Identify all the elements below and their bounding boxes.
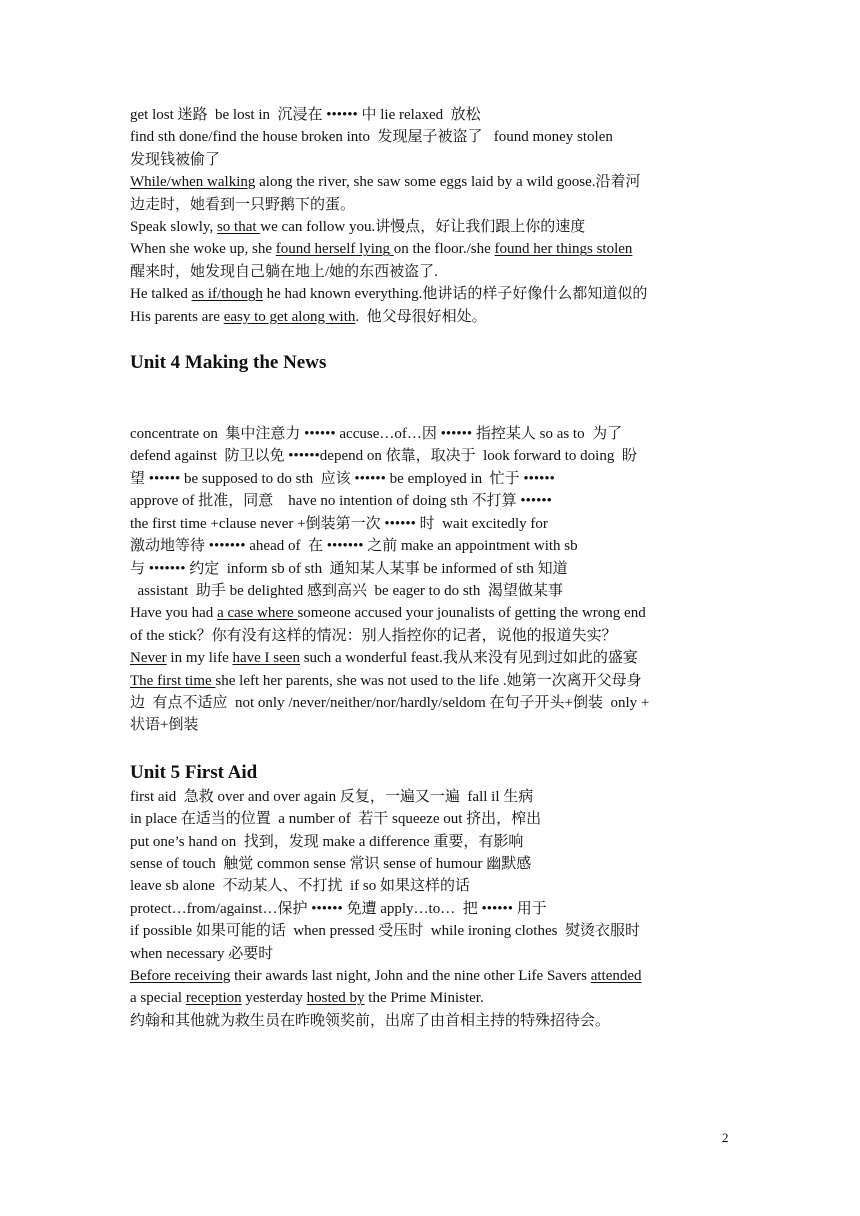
text-segment: of the stick？你有没有这样的情况：别人指控你的记者，说他的报道失实？ xyxy=(130,627,617,644)
page-number: 2 xyxy=(722,1130,729,1145)
text-segment: leave sb alone 不动某人、不打扰 if so 如果这样的话 xyxy=(130,878,470,895)
text-line xyxy=(130,490,734,512)
text-segment: approve of 批准，同意 have no intention of doing sth 不打算 •••••• xyxy=(130,493,552,510)
underlined-phrase: easy to get along with xyxy=(223,308,356,325)
text-segment: 发现钱被偷了 xyxy=(130,151,221,168)
text-segment: 醒来时，她发现自己躺在地上/她的东西被盗了. xyxy=(130,263,438,280)
text-line xyxy=(130,283,734,305)
underlined-phrase: found herself lying xyxy=(275,241,394,258)
text-segment: yesterday xyxy=(241,990,307,1007)
text-line xyxy=(130,468,734,490)
text-segment: When she woke up, she xyxy=(130,241,276,258)
underlined-phrase: a case where xyxy=(217,605,298,622)
text-line xyxy=(130,875,734,897)
text-line xyxy=(130,261,734,283)
text-line xyxy=(130,1010,734,1032)
text-line xyxy=(130,625,734,647)
text-segment: His parents are xyxy=(130,308,224,325)
text-segment: find sth done/find the house broken into 发现屋子被盗了 found money stolen xyxy=(130,129,613,146)
text-segment: sense of touch 触觉 common sense 常识 sense of humour 幽默感 xyxy=(130,855,532,872)
text-segment: . 他父母很好相处。 xyxy=(355,308,487,325)
text-line xyxy=(130,943,734,965)
text-line xyxy=(130,445,734,467)
text-segment: we can follow you.讲慢点，好让我们跟上你的速度 xyxy=(260,219,586,236)
text-line xyxy=(130,920,734,942)
text-segment: 边 有点不适应 not only /never/neither/nor/hardly/seldom 在句子开头+倒装 only + xyxy=(130,694,650,711)
text-line xyxy=(130,216,734,238)
text-line xyxy=(130,714,734,736)
underlined-phrase: attended xyxy=(590,968,642,984)
text-segment: their awards last night, John and the nine other Life Savers xyxy=(230,968,591,984)
underlined-phrase: as if/though xyxy=(191,286,263,303)
text-segment: concentrate on 集中注意力 •••••• accuse…of…因 •••••• 指控某人 so as to 为了 xyxy=(130,426,623,443)
text-segment: put one’s hand on 找到，发现 make a difference 重要，有影响 xyxy=(130,833,524,850)
section-unit4 xyxy=(130,351,734,737)
text-segment: assistant 助手 be delighted 感到高兴 be eager to do sth 渴望做某事 xyxy=(130,582,563,599)
text-line xyxy=(130,647,734,669)
text-line xyxy=(130,580,734,602)
text-segment: when necessary 必要时 xyxy=(130,945,274,962)
text-line xyxy=(130,104,734,126)
text-segment: Have you had xyxy=(130,605,218,622)
section-unit3-notes xyxy=(130,104,734,328)
underlined-phrase: hosted by xyxy=(306,990,365,1007)
text-segment: 状语+倒装 xyxy=(130,717,199,734)
text-segment: the first time +clause never +倒装第一次 •••••• 时 wait excitedly for xyxy=(130,515,548,532)
text-segment: 约翰和其他就为救生员在昨晚领奖前，出席了由首相主持的特殊招待会。 xyxy=(130,1012,611,1029)
text-line xyxy=(130,692,734,714)
underlined-phrase: Never xyxy=(130,650,167,667)
text-line xyxy=(130,808,734,830)
text-line xyxy=(130,126,734,148)
text-line xyxy=(130,238,734,260)
text-segment: someone accused your jounalists of getting the wrong end xyxy=(297,605,646,622)
text-segment: she left her parents, she was not used to the life .她第一次离开父母身 xyxy=(215,672,642,689)
underlined-phrase: Before receiving xyxy=(130,968,231,984)
text-line xyxy=(130,786,734,808)
text-segment: first aid 急救 over and over again 反复，一遍又一遍 fall il 生病 xyxy=(130,788,534,805)
text-segment: Speak slowly, xyxy=(130,219,217,236)
text-segment: in my life xyxy=(166,650,233,667)
text-line xyxy=(130,306,734,328)
page-content xyxy=(130,104,734,1032)
underlined-phrase: reception xyxy=(185,990,242,1007)
text-line xyxy=(130,149,734,171)
text-segment: protect…from/against…保护 •••••• 免遭 apply…to… 把 •••••• 用于 xyxy=(130,900,547,917)
underlined-phrase: While/when walking xyxy=(130,174,256,191)
text-segment: He talked xyxy=(130,286,192,303)
text-line xyxy=(130,423,734,445)
text-segment: if possible 如果可能的话 when pressed 受压时 while ironing clothes 熨烫衣服时 xyxy=(130,923,640,940)
section-heading: Unit 5 First Aid xyxy=(130,761,258,783)
underlined-phrase: The first time xyxy=(130,672,216,689)
text-segment: in place 在适当的位置 a number of 若干 squeeze out 挤出，榨出 xyxy=(130,811,542,828)
text-segment: defend against 防卫以免 ••••••depend on 依靠，取决于 look forward to doing 盼 xyxy=(130,448,637,465)
text-line xyxy=(130,898,734,920)
text-line xyxy=(130,535,734,557)
section-lines xyxy=(130,423,734,737)
text-segment: he had known everything.他讲话的样子好像什么都知道似的 xyxy=(262,286,648,303)
text-segment: along the river, she saw some eggs laid by a wild goose.沿着河 xyxy=(255,174,641,191)
section-unit5 xyxy=(130,761,734,1032)
section-heading: Unit 4 Making the News xyxy=(130,352,327,374)
text-line xyxy=(130,670,734,692)
underlined-phrase: so that xyxy=(216,219,261,236)
text-line xyxy=(130,602,734,624)
text-line xyxy=(130,194,734,216)
text-line xyxy=(130,831,734,853)
section-lines xyxy=(130,104,734,328)
text-line xyxy=(130,965,734,987)
text-segment: 望 •••••• be supposed to do sth 应该 •••••• be employed in 忙于 •••••• xyxy=(130,470,555,487)
text-segment: 与 ••••••• 约定 inform sb of sth 通知某人某事 be informed of sth 知道 xyxy=(130,560,568,577)
text-line xyxy=(130,558,734,580)
text-segment: 边走时，她看到一只野鹅下的蛋。 xyxy=(130,196,356,213)
underlined-phrase: have I seen xyxy=(232,650,300,667)
text-segment: the Prime Minister. xyxy=(364,990,484,1007)
text-line xyxy=(130,171,734,193)
text-line xyxy=(130,987,734,1009)
text-segment: a special xyxy=(130,990,186,1007)
text-line xyxy=(130,853,734,875)
text-line xyxy=(130,513,734,535)
text-segment: 激动地等待 ••••••• ahead of 在 ••••••• 之前 make an appointment with sb xyxy=(130,538,578,555)
text-segment: get lost 迷路 be lost in 沉浸在 •••••• 中 lie relaxed 放松 xyxy=(130,107,481,123)
text-segment: such a wonderful feast.我从来没有见到过如此的盛宴 xyxy=(299,650,638,667)
underlined-phrase: found her things stolen xyxy=(494,241,633,258)
section-lines xyxy=(130,786,734,1032)
text-segment: on the floor./she xyxy=(393,241,495,258)
